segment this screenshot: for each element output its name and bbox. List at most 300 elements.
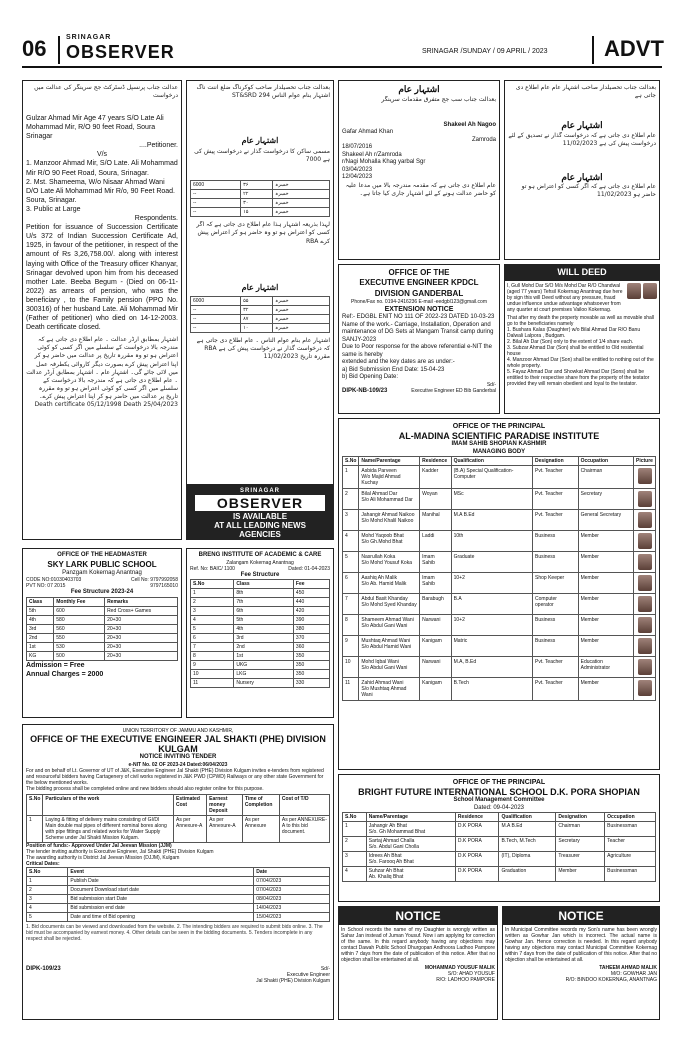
column-header: Class (27, 597, 54, 606)
column-header: Designation (556, 813, 605, 822)
signatory-office: Jal Shakti (PHE) Division Kulgam (256, 977, 330, 984)
table-cell: Teacher (605, 837, 656, 852)
column-header: Residence (420, 457, 452, 466)
table-cell: Member (578, 636, 633, 657)
table-row (191, 679, 330, 688)
table-row (343, 510, 656, 531)
table-cell: 10 (343, 657, 359, 678)
table-cell: Publish Date (68, 876, 254, 885)
table-cell: 7th (234, 598, 294, 607)
table-cell: Manihal (420, 510, 452, 531)
table-cell: 07/04/2023 (254, 885, 330, 894)
table-cell: 5 (27, 912, 68, 921)
table-cell: 350 (293, 652, 329, 661)
table-cell: 20+30 (105, 642, 178, 651)
urdu-notice-column (186, 80, 334, 540)
urdu-text-block: مسمی ساکن کا درخواست گذار نے درخواست پیش کی ہے 7000 (194, 148, 330, 164)
notice-signatory: S/O: AHAD YOUSUF (447, 971, 495, 977)
table-cell: 07/04/2023 (254, 876, 330, 885)
picture-cell (634, 636, 656, 657)
masthead-city: SRINAGAR (66, 34, 112, 41)
table-cell: Business (533, 615, 579, 636)
party-name: Gafar Ahmad Khan (342, 129, 394, 136)
column-header: Residence (455, 813, 499, 822)
nit-number: e-NIT No. 02 OF 2023-24 Dated:06/04/2023 (128, 761, 228, 768)
table-row (27, 615, 178, 624)
will-deed-line: 4. Manzoor Ahmad Dar (Son) shall be entitled to nothing out of the whole property. (507, 356, 654, 369)
table-cell: 5 (343, 552, 359, 573)
picture-cell (634, 657, 656, 678)
member-photo (638, 638, 652, 654)
column-header: Event (68, 867, 254, 876)
institute-address: IMAM SAHIB SHOPIAN KASHMIR (451, 441, 547, 448)
table-cell: Laddi (420, 531, 452, 552)
member-photo (638, 512, 652, 528)
will-deed-ad (504, 264, 660, 414)
table-cell: 3rd (234, 634, 294, 643)
column-header: S.No (343, 813, 367, 822)
header-divider (58, 36, 60, 64)
school-name: BRIGHT FUTURE INTERNATIONAL SCHOOL D.K. PORA SHOPIAN (358, 787, 640, 798)
table-cell: 10+2 (451, 573, 532, 594)
table-row (343, 531, 656, 552)
table-cell: 11 (343, 678, 359, 701)
observer-banner (186, 484, 334, 540)
table-cell: B.Tech, M.Tech (499, 837, 556, 852)
column-header: Class (234, 580, 294, 589)
table-row (343, 573, 656, 594)
office-title: DIVISION GANDERBAL (374, 288, 464, 298)
signatory: Executive Engineer ED Bib Ganderbal (411, 387, 496, 394)
table-cell: Member (578, 573, 633, 594)
respondent-3: 3. Public at Large (26, 205, 81, 213)
table-cell: (B.A) Special Qualification-Computer (451, 466, 532, 489)
table-cell: Agriculture (605, 852, 656, 867)
office-title: EXECUTIVE ENGINEER KPDCL (359, 278, 479, 288)
managing-body-table (342, 456, 656, 701)
notice-date: 03/04/2023 (342, 166, 373, 173)
table-cell: Jahangir Ah Bhat S/o. Gh Mohammad Bhat (366, 822, 455, 837)
urdu-text-block: عام اطلاع دی جاتی ہے کہ اگر کسی کو اعتراض ہو تو حاضر ہو 11/02/2023 (521, 183, 656, 199)
work-description: Name of the work.- Carriage, Installation, Operation and maintenance of DG Sets at Mangam Transit camp during SANJY-2023 (342, 321, 494, 343)
table-cell: 580 (54, 615, 105, 624)
table-cell: Nasrullah Koka S/o Mohd Yousuf Koka (359, 552, 420, 573)
column-header: Remarks (105, 597, 178, 606)
table-row (343, 552, 656, 573)
table-cell: Business (533, 531, 579, 552)
table-row (191, 643, 330, 652)
table-cell: As per Annexure (242, 815, 279, 842)
table-cell: 10 (191, 670, 234, 679)
funds-position: Position of funds:- Approved Under Jal Jeevan Mission (JJM) (26, 842, 172, 849)
column-header: Monthly Fee (54, 597, 105, 606)
column-header: Fee (293, 580, 329, 589)
column-header: Earnest money Deposit (207, 794, 243, 815)
page-number: 06 (22, 36, 47, 61)
dateline: SRINAGAR /SUNDAY / 09 APRIL / 2023 (422, 48, 548, 55)
table-cell: MSc (451, 489, 532, 510)
managing-body-title: MANAGING BODY (472, 448, 526, 455)
table-row (343, 615, 656, 636)
table-cell: Secretary (556, 837, 605, 852)
table-cell: 20+30 (105, 615, 178, 624)
member-photo (638, 617, 652, 633)
urdu-heading: اشتہار عام (241, 283, 279, 293)
reference-line: Ref:- EDGBL ENIT NO 111 OF 2022-23 DATED 10-03-23 (342, 314, 495, 321)
table-row (191, 598, 330, 607)
table-cell: 15/04/2023 (254, 912, 330, 921)
table-row (27, 624, 178, 633)
will-deed-line: 2. Bilal Ah Dar (Son) only to the extent of 1/4 share each. (507, 338, 634, 345)
picture-cell (634, 573, 656, 594)
party-details: r/Nagi Mohalla Khag yarbal Sgr (342, 159, 426, 166)
table-cell: Pvt. Teacher (533, 489, 579, 510)
respondent-1: 1. Manzoor Ahmad Mir, S/O Late. Ali Mohammad Mir R/O 90 Feet Road, Soura, Srinagar. (26, 160, 178, 177)
banner-logo: OBSERVER (195, 495, 325, 511)
column-header: S.No (343, 457, 359, 466)
table-row (191, 589, 330, 598)
table-cell: 3 (343, 510, 359, 531)
office-title: OFFICE OF THE PRINCIPAL (452, 423, 546, 430)
column-header: Date (254, 867, 330, 876)
table-row (191, 661, 330, 670)
will-deed-line: 3. Subzar Ahmad Dar (Son) shall be entitled to Old residential house (507, 344, 644, 357)
table-cell: Kanigam (420, 636, 452, 657)
table-cell: 440 (293, 598, 329, 607)
table-row (343, 852, 656, 867)
party-name: Shakeel Ah Nagoo (443, 121, 496, 128)
table-cell: Chairman (556, 822, 605, 837)
column-header: S.No (27, 794, 43, 815)
table-cell: Business (533, 636, 579, 657)
school-phone: Cell No: 9797992058 (131, 577, 178, 584)
table-header-row (27, 794, 330, 815)
table-cell: D.K PORA (455, 837, 499, 852)
table-row (191, 652, 330, 661)
jal-shakti-tender (22, 724, 334, 1020)
table-cell: Barabugh (420, 594, 452, 615)
school-phone: 9797165010 (150, 583, 178, 590)
table-cell: Education Administrator (578, 657, 633, 678)
dipk-number: DIPK-109/23 (26, 965, 61, 972)
notice-ad-right (502, 906, 660, 1020)
column-header: Designation (533, 457, 579, 466)
table-cell: 1 (191, 589, 234, 598)
table-cell: 5 (191, 625, 234, 634)
urdu-text-block: عدالت جناب پرنسپل ڈسٹرکٹ جج سرینگر کی عدالت میں درخواست (34, 84, 178, 100)
table-cell: Kadder (420, 466, 452, 489)
table-cell: Document Download start date (68, 885, 254, 894)
fee-title: Fee Structure (240, 571, 280, 578)
picture-cell (634, 552, 656, 573)
table-cell: Bid submission start Date (68, 894, 254, 903)
table-row (27, 815, 330, 842)
table-cell: As per Annexure-A (173, 815, 206, 842)
tender-note: The bidding process shall be completed online and new bidders should also register online for this purpose. (26, 785, 264, 792)
table-cell: Shop Keeper (533, 573, 579, 594)
tender-terms: 1. Bid documents can be viewed and downloaded from the website. 2. The intending bidders are required to submit bids online. 3. The bid must be accompanied by earnest money. 4. Other details can be seen in the bidding documents. 5. Tenders incomplete in any respect shall be rejected. (26, 923, 323, 942)
member-photo (638, 554, 652, 570)
header-divider (592, 36, 594, 64)
institute-name: AL-MADINA SCIENTIFIC PARADISE INSTITUTE (398, 431, 600, 442)
table-cell: Narwani (420, 657, 452, 678)
table-cell: Nursery (234, 679, 294, 688)
table-cell: 8 (191, 652, 234, 661)
banner-city: SRINAGAR (239, 488, 280, 494)
office-title: OFFICE OF THE EXECUTIVE ENGINEER JAL SHAKTI (PHE) DIVISION KULGAM (30, 734, 326, 754)
table-cell: B.Tech (451, 678, 532, 701)
urdu-text-block: اشتہار بمطابق آرڈر عدالت ۔ عام اطلاع دی جاتی ہے کہ مندرجہ بالا درخواست کے سلسلے میں اگر کسی کو کوئی اعتراض ہو تو وہ مقررہ تاریخ پر عدالت میں حاضر ہو کر اپنا اعتراض پیش کرے بصورت دیگر کاروائی یکطرفہ عمل میں لائی جائے گی۔ اشتہار عام ۔ اشتہار بمطابق آرڈر عدالت ۔ عام اطلاع دی جاتی ہے کہ مندرجہ بالا درخواست کے سلسلے میں اگر کسی کو کوئی اعتراض ہو تو وہ مقررہ تاریخ پر عدالت میں حاضر ہو کر اپنا اعتراض پیش کرے۔ 25/04/2023 Death certificate 05/12/1998 Death (26, 336, 178, 408)
table-cell: 450 (293, 589, 329, 598)
member-photo (638, 575, 652, 591)
court-notice-ad (338, 80, 500, 260)
table-cell: Red Cross+ Games (105, 606, 178, 615)
table-cell: 550 (54, 633, 105, 642)
column-header: S.No (191, 580, 234, 589)
notice-date: 18/07/2016 (342, 144, 373, 151)
table-row (343, 867, 656, 882)
table-cell: Sartaj Ahmad Challa S/o. Abdul Gani Cholla (366, 837, 455, 852)
reference-number: Ref. No: BAIC/ 1100 (190, 565, 235, 572)
table-cell: 2 (191, 598, 234, 607)
table-cell: 380 (293, 625, 329, 634)
table-cell: 500 (54, 651, 105, 660)
table-cell: 3 (27, 894, 68, 903)
table-cell: Jahangir Ahmad Naikoo S/o Mohd Khalil Naikoo (359, 510, 420, 531)
banner-text: AGENCIES (239, 530, 281, 539)
picture-cell (634, 489, 656, 510)
urdu-text-block: بعدالت جناب تحصیلدار صاحب کوکرناگ ضلع اننت ناگ اشتہار بنام عوام الناس ST&SRD 294 (196, 84, 330, 100)
table-cell: (IT), Diploma (499, 852, 556, 867)
committee-table (342, 812, 656, 882)
tender-authority: The tender inviting authority is Executive Engineer, Jal Shakti (PHE) Division Kulgam (26, 848, 214, 855)
govt-line: UNION TERRITORY OF JAMMU AND KASHMIR, (122, 728, 234, 734)
table-cell: 20+30 (105, 633, 178, 642)
member-photo (638, 596, 652, 612)
petitioner-label: ....Petitioner. (139, 142, 178, 150)
table-cell: Aashiq Ah Malik S/o Ab. Hamid Malik (359, 573, 420, 594)
notice-body: extended and the key dates are as under:- (342, 359, 455, 366)
picture-cell (634, 594, 656, 615)
office-title: OFFICE OF THE HEADMASTER (57, 552, 147, 558)
member-photo (638, 533, 652, 549)
picture-cell (634, 510, 656, 531)
table-cell: Mushtaq Ahmad Wani S/o Abdul Hamid Wani (359, 636, 420, 657)
person-photo (627, 283, 641, 299)
table-cell: Graduation (499, 867, 556, 882)
petitioner-details: Gulzar Ahmad Mir Age 47 years S/O Late Ali Mohammad Mir, R/O 90 feet Road, Soura Srinagar (26, 115, 164, 141)
table-cell: KG (27, 651, 54, 660)
table-cell: LKG (234, 670, 294, 679)
table-cell: 4th (27, 615, 54, 624)
table-row (191, 634, 330, 643)
table-row (27, 894, 330, 903)
table-cell: Member (556, 867, 605, 882)
institute-address: Zalangam Kokernag Anantnag (226, 559, 294, 566)
banner-text: IS AVAILABLE (232, 512, 288, 521)
table-cell: Idrees Ah Bhat S/o. Farooq Ah Bhat (366, 852, 455, 867)
table-row (27, 633, 178, 642)
table-cell: M.A, B.Ed (451, 657, 532, 678)
column-header: S.No (27, 867, 68, 876)
table-cell: D.K PORA (455, 852, 499, 867)
committee-title: School Management Committee (453, 797, 545, 804)
table-cell: 1 (27, 815, 43, 842)
notice-signatory: MOHAMMAD YOUSUF MALIK (424, 965, 495, 971)
school-pvt-no: PVT NO: 07 2015 (26, 583, 66, 590)
school-address: Panzgam Kokernag Anantnag (62, 569, 142, 576)
table-cell: Graduate (451, 552, 532, 573)
respondent-2: 2. Mst. Shameema, W/o Nisaar Ahmad Wani D/O Late Ali Mohammad Mir R/o, 90 Feet Road. Soura, Srinagar. (26, 178, 176, 204)
table-cell: 2 (27, 885, 68, 894)
table-cell: 08/04/2023 (254, 894, 330, 903)
urdu-heading: اشتہار عام (561, 171, 603, 182)
column-header: Occupation (578, 457, 633, 466)
urdu-text-block: عام اطلاع دی جاتی ہے کہ درخواست گذار نے تصدیق کے لئے درخواست پیش کی ہے 11/02/2023 (508, 131, 656, 147)
table-row (343, 466, 656, 489)
table-cell: 10th (451, 531, 532, 552)
masthead-logo: OBSERVER (66, 42, 175, 62)
table-cell: Treasurer (556, 852, 605, 867)
urdu-land-table-2: 6000 ۵۵ خسرہ -- ۳۲ خسرہ -- ۸۷ خسرہ -- ۱۰ خسرہ (190, 296, 330, 333)
urdu-text-block: اشتہار عام بنام عوام الناس ۔ عام اطلاع دی جاتی ہے کہ درخواست گذار نے درخواست پیش کی ہے RBA مقررہ تاریخ 11/02/2023 (196, 336, 330, 360)
table-cell: Woyan (420, 489, 452, 510)
signature: Sd/- (486, 381, 496, 388)
bright-future-school-ad (338, 774, 660, 902)
notice-heading: NOTICE (503, 907, 659, 925)
table-cell: 1 (27, 876, 68, 885)
urdu-heading: اشتہار عام (241, 136, 279, 145)
table-cell: 4th (234, 625, 294, 634)
table-cell: 1 (343, 466, 359, 489)
table-cell: M.A B.Ed (451, 510, 532, 531)
table-cell: Pvt. Teacher (533, 678, 579, 701)
table-cell: Member (578, 552, 633, 573)
table-row (343, 837, 656, 852)
column-header: Qualification (451, 457, 532, 466)
succession-petition-ad (22, 80, 182, 540)
table-cell: 1 (343, 822, 367, 837)
office-title: OFFICE OF THE (388, 268, 450, 277)
column-header: Occupation (605, 813, 656, 822)
will-deed-line: 1. Bushara Kalas (Daughter) w/o Bilal Ahmad Dar R/O Banu Dalwali Lalpora , Budgam. (507, 326, 641, 339)
notice-body: In Municipal Committee records my Son's name has been wrongly written as Gowhar Jan which is incorrect. The actual name is Gowhar Jan. Hence correction is needed. In this regard anybody having any objections may contact Municipal Committee Kokernag within 7 days from the date of publication of this notice. After that no objection shall be entertained at all. (505, 927, 657, 963)
table-cell: 2nd (27, 633, 54, 642)
table-cell: 350 (293, 661, 329, 670)
table-cell: 14/04/2023 (254, 903, 330, 912)
petition-body: Petition for issuance of Succession Certificate U/s 372 of Indian Succession Certificate Ad, 1925, in favour of the petitioner, in respect of the amount of Rs 3,26,758.00/. along with interest laying with Office of the Treasury officer Khanyar, Srinagar devolved upon him from his deceased mother Late. Beeba Begum - (Died on 06-11-2022) as arrears of pension, who was the beneficiary , to the Family pension (PPO No. 300316) of her husband Late. Ali Mohammad Mir (Father of petitioner) who died on 14-12-2003. Death certificate closed. (26, 224, 178, 332)
table-cell: 530 (54, 642, 105, 651)
will-deed-line: 5. Fayaz Ahmad Dar and Showkat Ahmad Dar (Sons) shall be entitled to their respective share from the property of the testator provided they will remain obedient and loyal to the testator. (507, 368, 650, 387)
table-cell: 350 (293, 670, 329, 679)
table-cell: Suhzar Ah Bhat Ab. Khaliq Bhat (366, 867, 455, 882)
table-cell: 6 (191, 634, 234, 643)
table-cell: Businessman (605, 822, 656, 837)
notice-signatory: M/O: GOWHAR JAN (610, 971, 657, 977)
table-cell: 420 (293, 607, 329, 616)
urdu-text-block: بعدالت جناب سب جج متفرق مقدمات سرینگر (381, 95, 496, 103)
signature: Sd/- (320, 965, 330, 972)
table-cell: D.K PORA (455, 822, 499, 837)
fee-title: Fee Structure 2023-24 (70, 589, 134, 596)
table-cell: Secretary (578, 489, 633, 510)
column-header: Particulars of the work (43, 794, 174, 815)
table-cell: Business (533, 552, 579, 573)
table-cell: 8 (343, 615, 359, 636)
table-row (27, 912, 330, 921)
picture-cell (634, 615, 656, 636)
table-cell: Mohd Iqbal Wani S/o Abdul Gani Wani (359, 657, 420, 678)
table-cell: As per ANNEXURE-A to this bid document. (279, 815, 329, 842)
table-cell: 20+30 (105, 651, 178, 660)
table-cell: 9 (343, 636, 359, 657)
awarding-authority: The awarding authority is District Jal Jeevan Mission (DJJM), Kulgam (26, 854, 180, 861)
table-cell: Bilal Ahmad Dar S/o Ali Mohammad Dar (359, 489, 420, 510)
person-photo (643, 283, 657, 299)
table-row (343, 636, 656, 657)
notice-ad-left (338, 906, 498, 1020)
table-cell: Pvt. Teacher (533, 510, 579, 531)
table-cell: 5th (27, 606, 54, 615)
table-cell: 3 (191, 607, 234, 616)
notice-body: In School records the name of my Daughter is wrongly written as Sahar Jan instead of Juman Yousuf. Now i am applying for correction of the same. In this regard anybody having any objections may contact Dawah Public School Dhurgopan Andhoora Ladhoo Pampore within 7 days from the date of publication of this notice. After that no objection shall be entertained at all. (341, 927, 495, 963)
table-cell: Pvt. Teacher (533, 657, 579, 678)
notice-signatory: R/O: LADHOO PAMPORE (436, 977, 495, 983)
table-row (27, 651, 178, 660)
table-row (343, 822, 656, 837)
table-cell: 360 (293, 643, 329, 652)
table-cell: M.A B.Ed (499, 822, 556, 837)
section-label: ADVT (604, 36, 664, 61)
table-cell: Mohd Yaqoob Bhat S/o Gh.Mohd Bhat (359, 531, 420, 552)
table-cell: 8th (234, 589, 294, 598)
versus-label: V/s (96, 151, 108, 159)
table-cell: Zahid Ahmad Wani S/o Mushtaq Ahmad Wani (359, 678, 420, 701)
tender-intro: For and on behalf of Lt. Governor of UT of J&K, Executive Engineer Jal Shakti (PHE) Division Kulgam invites e-tenders from registered and resourceful bidders having Cartagenery of civil works registered in J&K PWD (CPWD) Railways or any other state Government for the below mentioned works. (26, 767, 324, 786)
table-cell: Matric (451, 636, 532, 657)
institute-name: BRENG INSTITUTE OF ACADEMIC & CARE (198, 552, 322, 558)
table-row (191, 670, 330, 679)
table-row (343, 489, 656, 510)
table-row (191, 625, 330, 634)
table-cell: Member (578, 594, 633, 615)
urdu-heading: اشتہار عام (398, 84, 440, 94)
notice-heading: NOTICE INVITING TENDER (139, 754, 217, 760)
table-cell: Businessman (605, 867, 656, 882)
office-title: OFFICE OF THE PRINCIPAL (452, 779, 546, 786)
party-details: Shakeel Ah r/Zamroda (342, 151, 402, 158)
table-cell: 7 (343, 594, 359, 615)
page-header (22, 34, 662, 68)
column-header: Cost of T/D (279, 794, 329, 815)
table-cell: 5th (234, 616, 294, 625)
contact-line: Phone/Fax no. 0194-2416236 E-mail -eedgbl123@gmail.com (351, 299, 487, 306)
key-date: b) Bid Opening Date: (342, 374, 399, 381)
urdu-notice-right (504, 80, 660, 260)
table-cell: 2 (343, 489, 359, 510)
column-header: Name/Parentage (366, 813, 455, 822)
table-row (27, 885, 330, 894)
banner-text: AT ALL LEADING NEWS (214, 521, 306, 530)
table-header-row (27, 597, 178, 606)
skylark-school-ad (22, 548, 182, 718)
table-cell: 330 (293, 679, 329, 688)
table-cell: Shameem Ahmad Wani S/o Abdul Gani Wani (359, 615, 420, 636)
table-row (27, 903, 330, 912)
notice-heading: NOTICE (339, 907, 497, 925)
table-cell: B.A (451, 594, 532, 615)
table-cell: 6th (234, 607, 294, 616)
